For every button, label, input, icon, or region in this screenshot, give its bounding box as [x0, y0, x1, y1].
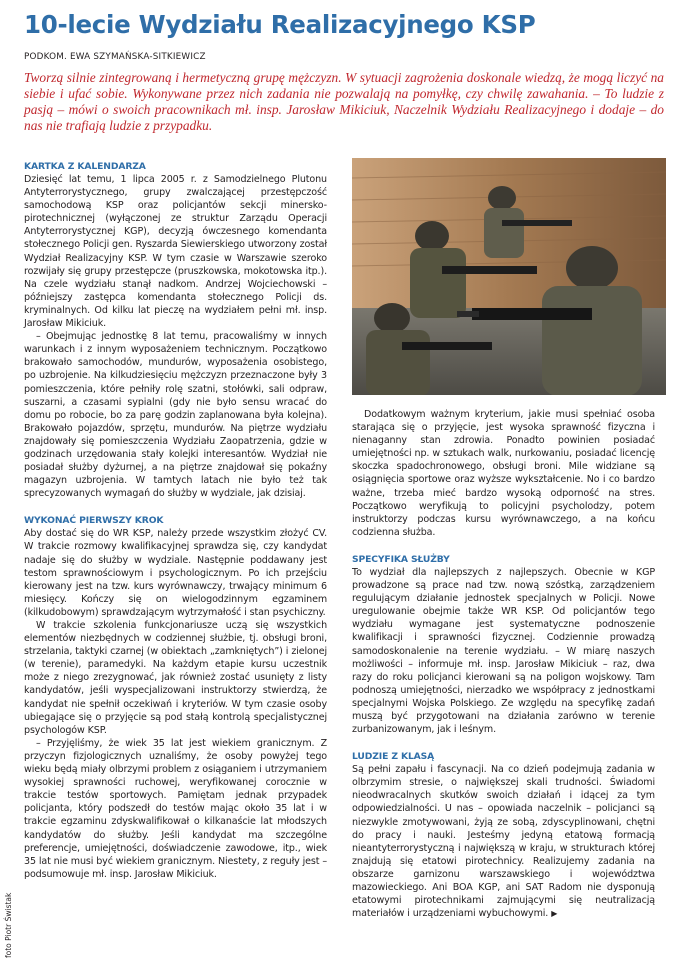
section-heading-wykonac: WYKONAĆ PIERWSZY KROK [24, 515, 164, 527]
left-column [24, 160, 327, 881]
section-heading-specyfika: SPECYFIKA SŁUŻBY [352, 553, 450, 565]
paragraph: To wydział dla najlepszych z najlepszych. Obecnie w KGP prowadzone są prace nad tzw. nową szóstką, zarządzeniem regulującym działanie jednostek specjalnych w Policji. Nowe uregulowanie obejmie także WR KSP. Od policjantów tego wydziału wymagane jest systematyczne podnoszenie kwalifikacji i sprawności fizycznej. Codziennie prowadzą samodoskonalenie na terenie wydziału. – W miarę naszych możliwości – informuje mł. insp. Jarosław Mikiciuk – raz, dwa razy do roku policjanci kierowani są na poligon wojskowy. Tam podnoszą umiejętności, nierzadko we współpracy z jednostkami specjalnymi Wojska Polskiego. Ze względu na specyfikę zadań muszą być przygotowani na działania zarówno w terenie zurbanizowanym, jak i leśnym. [352, 566, 655, 736]
end-of-article-icon: ▶ [551, 909, 558, 919]
lead-quote: Tworzą silnie zintegrowaną i hermetyczną grupę mężczyzn. W sytuacji zagrożenia doskonale wiedzą, że mogą liczyć na siebie i ufać sobie. Wykonywane przez nich zadania nie pozwalają na pomyłkę, czy chwilę zawahania. – To ludzie z pasją – mówi o swoich pracownikach mł. insp. Jarosław Mikiciuk, Naczelnik Wydziału Realizacyjnego i dodaje – do nas nie trafiają ludzie z przypadku. [24, 70, 664, 133]
section-heading-ludzie: LUDZIE Z KLASĄ [352, 751, 435, 763]
paragraph: Aby dostać się do WR KSP, należy przede wszystkim złożyć CV. W trakcie rozmowy kwalifikacyjnej sprawdza się, czy kandydat nadaje się do służby w wydziale. Następnie poddawany jest testom sprawnościowym i psychologicznym. Po ich przejściu kierowany jest na tzw. kurs wyrównawczy, trwający minimum 6 miesięcy. Kończy się on wielogodzinnym egzaminem (kilkudobowym) sprawdzającym wytrzymałość i stan psychiczny. [24, 528, 327, 618]
photo-icon [352, 158, 666, 395]
paragraph-text: Są pełni zapału i fascynacji. Na co dzień podejmują zadania w olbrzymim stresie, o największej skali trudności. Świadomi nieodwracalnych skutków swoich działań i idącej za tym odpowiedzialności. U nas – opowiada naczelnik – policjanci są niezwykle zmotywowani, żyją ze sobą, zdyscyplinowani, chętni do pracy i nauki. Jesteśmy jedyną etatową formacją nieantyterrorystyczną i największą w kraju, w strukturach której znajdują się etatowi pirotechnicy. Realizujemy zadania na obszarze garnizonu warszawskiego i województwa mazowieckiego. Ani BOA KGP, ani SAT Radom nie dysponują etatowymi pirotechnikami zajmującymi się neutralizacją materiałów i urządzeniami wybuchowymi. [352, 764, 655, 920]
right-column [352, 408, 655, 920]
paragraph: – Przyjęliśmy, że wiek 35 lat jest wiekiem granicznym. Z przyczyn fizjologicznych uznaliśmy, że osoby powyżej tego wieku będą miały olbrzymi problem z osiąganiem i utrzymaniem wysokiej sprawności ruchowej, weryfikowanej corocznie w trakcie testów sportowych. Pamiętam jednak przypadek policjanta, który podszedł do testów mając około 35 lat i w trakcie egzaminu zdyskwalifikował o kilkanaście lat młodszych kandydatów do służby. Jeśli kandydat ma szczególne preferencje, umiejętności, doświadczenie zawodowe, itp., wiek 35 lat nie musi być wiekiem granicznym. Niestety, z reguły jest – podsumowuje mł. insp. Jarosław Mikiciuk. [24, 737, 327, 880]
article-photo [352, 158, 666, 395]
author-byline: PODKOM. EWA SZYMAŃSKA-SITKIEWICZ [24, 52, 206, 62]
paragraph: Dziesięć lat temu, 1 lipca 2005 r. z Samodzielnego Plutonu Antyterrorystycznego, grupy zwalczającej przestępczość samochodową KSP oraz policjantów sekcji minersko-pirotechnicznej (wyłączonej ze struktur Zarządu Operacji Antyterrorystycznej KGP), decyzją ówczesnego komendanta stołecznego Policji gen. Ryszarda Siewierskiego utworzony został Wydział Realizacyjny KSP. W tym czasie w Warszawie szeroko rozwijały się grupy przestępcze (pruszkowska, mokotowska itp.). Na czele wydziału stanął nadkom. Andrzej Wojciechowski – późniejszy zastępca komendanta stołecznego Policji ds. kryminalnych. Od kilku lat pieczę na wydziałem pełni mł. insp. Jarosław Mikiciuk. [24, 174, 327, 330]
paragraph: – Obejmując jednostkę 8 lat temu, pracowaliśmy w innych warunkach i z innym wyposażeniem technicznym. Początkowo brakowało samochodów, mundurów, wyposażenia osobistego, po uzbrojenie. Na kilkudziesięciu mężczyzn przeznaczone były 3 pomieszczenia, które pełniły rolę szatni, stołówki, sali odpraw, suszarni, a czasami sypialni (gdy nie było sensu wracać do domu po robocie, bo za parę godzin zaplanowana była kolejna). Brakowało pojazdów, sprzętu, mundurów. Na piętrze wydziału znajdowały się pomieszczenia Wydziału Zaopatrzenia, gdzie w godzinach urzędowania stały kolejki interesantów. Wydział nie posiadał służby dyżurnej, a na piętrze znajdował się pokaźny magazyn uzbrojenia. W tamtych latach nie było też tak sprecyzowanych wymagań do służby w wydziale, jak dzisiaj. [24, 331, 327, 500]
paragraph: W trakcie szkolenia funkcjonariusze uczą się wszystkich elementów niezbędnych w codziennej służbie, tj. obsługi broni, strzelania, taktyki czarnej (w obiektach „zamkniętych”) i zielonej (w terenie), paramedyki. Na każdym etapie kursu uczestnik może z niego zrezygnować, jak również zostać usunięty z listy kandydatów, jeśli wyspecjalizowani instruktorzy stwierdzą, że kandydat nie spełnił oczekiwań i kryteriów. W tym czasie osoby ubiegające się o przyjęcie są pod stałą kontrolą specjalistycznej psychologów KSP. [24, 620, 327, 736]
photo-credit: foto Piotr Świstak [4, 892, 13, 958]
article-title: 10-lecie Wydziału Realizacyjnego KSP [24, 10, 536, 39]
paragraph [352, 763, 655, 920]
section-heading-kartka: KARTKA Z KALENDARZA [24, 161, 146, 172]
paragraph: Dodatkowym ważnym kryterium, jakie musi spełniać osoba starająca się o przyjęcie, jest wysoka sprawność fizyczna i nienaganny stan zdrowia. Ponadto powinien posiadać umiejętności np. w sztukach walk, nurkowaniu, posiadać licencję skoczka spadochronowego, obsługi broni. Mile widziane są osiągnięcia sportowe oraz wyższe wykształcenie. No i co bardzo ważne, trzeba mieć bardzo wysoką odporność na stres. Początkowo weryfikują to policyjni psycholodzy, potem instruktorzy podczas kursu wyrównawczego, a na końcu codzienna służba. [352, 409, 655, 538]
